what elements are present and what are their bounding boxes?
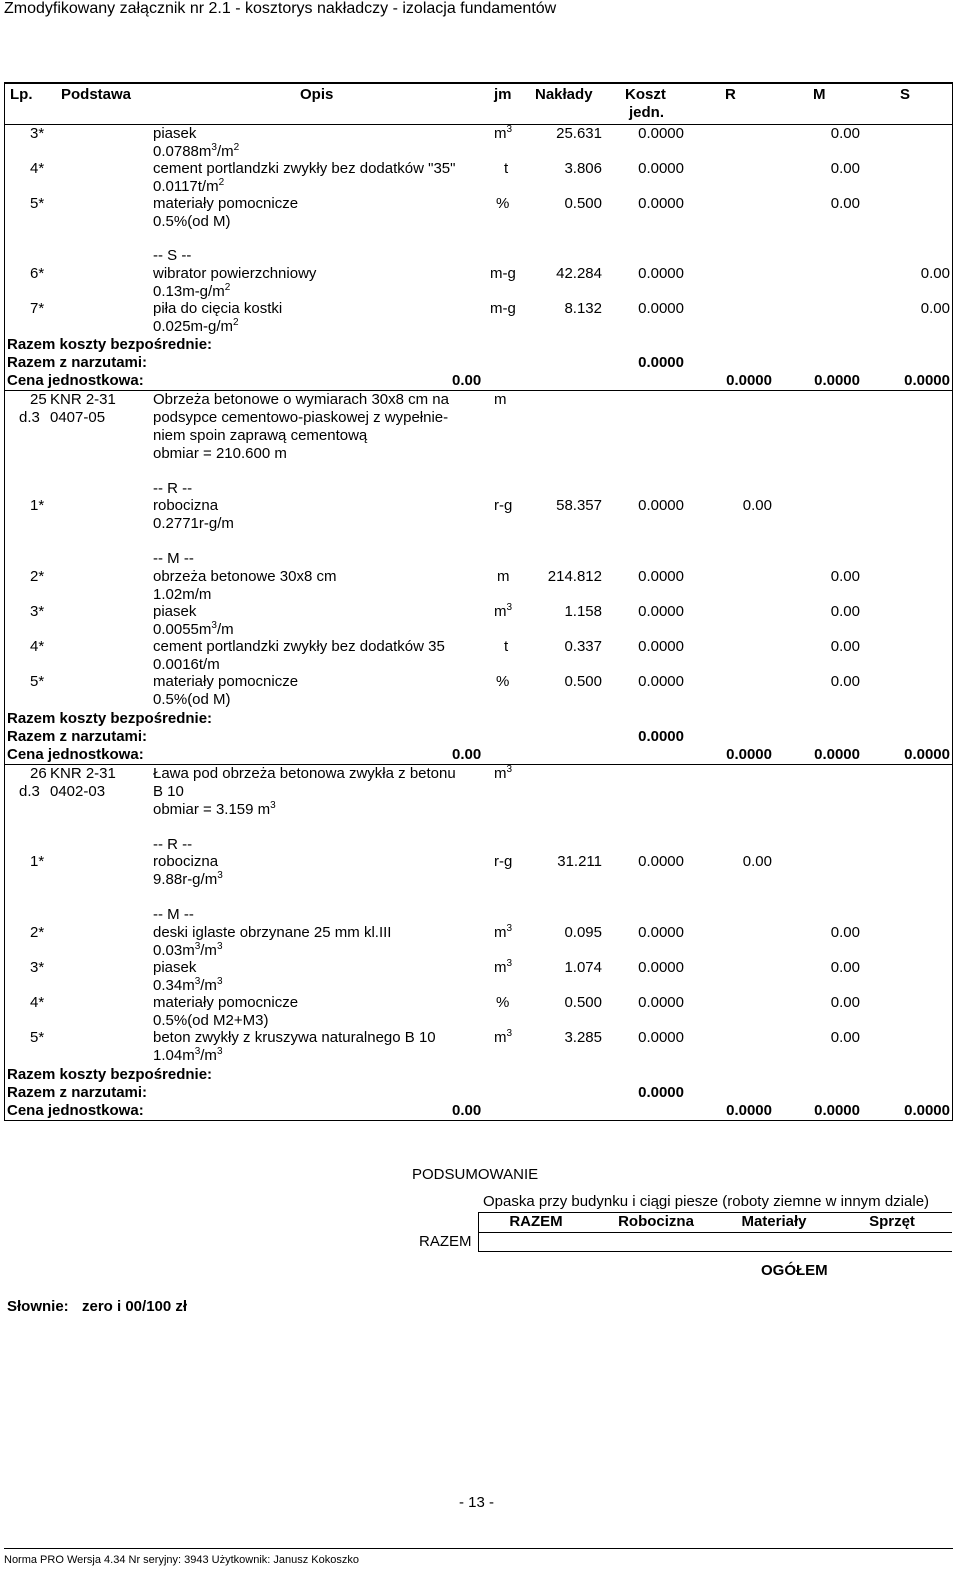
row-jm: % [496, 195, 510, 212]
summary-col-materialy: Materiały [741, 1213, 807, 1230]
row-value: 0.00 [920, 265, 950, 282]
row-naklady: 58.357 [556, 497, 602, 514]
row-jm: % [496, 994, 510, 1011]
summary-line [478, 1212, 479, 1251]
row-norm: 1.02m/m [153, 586, 212, 603]
row-naklady: 0.095 [564, 924, 602, 941]
razem-narzuty-value: 0.0000 [638, 354, 684, 371]
row-name: piła do cięcia kostki [153, 300, 283, 317]
row-name: cement portlandzki zwykły bez dodatków "35" [153, 160, 456, 177]
row-koszt: 0.0000 [638, 994, 684, 1011]
item-basis: KNR 2-31 [50, 765, 116, 782]
row-naklady: 25.631 [556, 125, 602, 142]
cena-s: 0.0000 [904, 1102, 950, 1119]
header-podstawa: Podstawa [61, 86, 132, 103]
row-name: piasek [153, 959, 197, 976]
item-desc: B 10 [153, 783, 184, 800]
section-r-label: -- R -- [153, 836, 193, 853]
item-basis: KNR 2-31 [50, 391, 116, 408]
row-name: robocizna [153, 853, 219, 870]
slownie-value: zero i 00/100 zł [82, 1298, 188, 1315]
row-value: 0.00 [830, 673, 860, 690]
razem-bezposrednie-label: Razem koszty bezpośrednie: [7, 336, 213, 353]
row-jm: $m^3$ [494, 1028, 513, 1046]
row-koszt: 0.0000 [638, 497, 684, 514]
row-koszt: 0.0000 [638, 160, 684, 177]
row-jm: $m^3$ [494, 124, 513, 142]
row-jm: r-g [494, 497, 513, 514]
row-koszt: 0.0000 [638, 568, 684, 585]
row-jm: t [504, 638, 509, 655]
row-koszt: 0.0000 [638, 673, 684, 690]
row-norm: $0.0788m^3/m^2$ [153, 142, 240, 160]
row-value: 0.00 [830, 195, 860, 212]
slownie-label: Słownie: [7, 1298, 69, 1315]
row-naklady: 3.285 [564, 1029, 602, 1046]
row-value: 0.00 [742, 497, 772, 514]
row-jm: m-g [490, 265, 516, 282]
item-prefix: d.3 [19, 409, 40, 426]
header-koszt-jedn: jedn. [629, 104, 665, 121]
header-m: M [813, 86, 826, 103]
row-jm: r-g [494, 853, 513, 870]
row-naklady: 0.337 [564, 638, 602, 655]
row-koszt: 0.0000 [638, 638, 684, 655]
row-koszt: 0.0000 [638, 853, 684, 870]
row-value: 0.00 [830, 160, 860, 177]
cena-m: 0.0000 [814, 372, 860, 389]
cena-jednostkowa-label: Cena jednostkowa: [7, 746, 144, 763]
table-bottom-border [4, 1120, 953, 1121]
row-norm: $1.04m^3/m^3$ [153, 1046, 223, 1064]
separator [4, 390, 953, 391]
row-lp: 2* [30, 568, 45, 585]
cena-m: 0.0000 [814, 746, 860, 763]
row-norm: 0.5%(od M) [153, 213, 231, 230]
section-r-label: -- R -- [153, 480, 193, 497]
razem-narzuty-value: 0.0000 [638, 728, 684, 745]
section-m-label: -- M -- [153, 550, 194, 567]
cena-s: 0.0000 [904, 746, 950, 763]
item-basis-code: 0407-05 [50, 409, 106, 426]
row-jm: t [504, 160, 509, 177]
row-norm: 0.2771r-g/m [153, 515, 234, 532]
row-value: 0.00 [830, 924, 860, 941]
row-naklady: 0.500 [564, 195, 602, 212]
razem-narzuty-label: Razem z narzutami: [7, 354, 148, 371]
row-name: piasek [153, 125, 197, 142]
summary-col-razem: RAZEM [509, 1213, 563, 1230]
row-jm: $m^3$ [494, 602, 513, 620]
row-jm: $m^3$ [494, 923, 513, 941]
item-desc: podsypce cementowo-piaskowej z wypełnie- [153, 409, 449, 426]
cena-value: 0.00 [452, 372, 482, 389]
razem-bezposrednie-label: Razem koszty bezpośrednie: [7, 710, 213, 727]
item-obmiar: obmiar = 3.159 $m^3$ [153, 800, 276, 818]
row-norm: $0.13m-g/m^2$ [153, 282, 231, 300]
row-jm: $m^3$ [494, 958, 513, 976]
row-jm: m [497, 568, 510, 585]
row-lp: 3* [30, 603, 45, 620]
row-name: materiały pomocnicze [153, 673, 299, 690]
row-value: 0.00 [830, 125, 860, 142]
row-value: 0.00 [830, 994, 860, 1011]
row-name: deski iglaste obrzynane 25 mm kl.III [153, 924, 392, 941]
row-naklady: 0.500 [564, 673, 602, 690]
summary-line [478, 1232, 952, 1233]
row-norm: $0.03m^3/m^3$ [153, 941, 223, 959]
row-norm: 0.5%(od M2+M3) [153, 1012, 269, 1029]
row-value: 0.00 [920, 300, 950, 317]
row-jm: % [496, 673, 510, 690]
header-r: R [725, 86, 736, 103]
item-number: 25 [30, 391, 47, 408]
footer-line [4, 1548, 953, 1549]
document-title: Zmodyfikowany załącznik nr 2.1 - kosztorys nakładczy - izolacja fundamentów [4, 0, 557, 17]
row-value: 0.00 [830, 959, 860, 976]
summary-col-robocizna: Robocizna [618, 1213, 694, 1230]
row-name: wibrator powierzchniowy [153, 265, 317, 282]
razem-narzuty-label: Razem z narzutami: [7, 1084, 148, 1101]
summary-title: PODSUMOWANIE [412, 1166, 539, 1183]
row-lp: 5* [30, 673, 45, 690]
row-norm: $0.0117t/m^2$ [153, 177, 225, 195]
table-left-border [4, 82, 5, 1120]
summary-section-name: Opaska przy budynku i ciągi piesze (roboty ziemne w innym dziale) [483, 1193, 930, 1210]
razem-bezposrednie-label: Razem koszty bezpośrednie: [7, 1066, 213, 1083]
row-naklady: 0.500 [564, 994, 602, 1011]
item-jm: $m^3$ [494, 764, 513, 782]
row-value: 0.00 [830, 638, 860, 655]
row-koszt: 0.0000 [638, 125, 684, 142]
cena-value: 0.00 [452, 1102, 482, 1119]
row-naklady: 1.158 [564, 603, 602, 620]
row-lp: 3* [30, 125, 45, 142]
razem-narzuty-value: 0.0000 [638, 1084, 684, 1101]
summary-row-label: RAZEM [419, 1233, 472, 1250]
row-lp: 3* [30, 959, 45, 976]
row-name: obrzeża betonowe 30x8 cm [153, 568, 337, 585]
row-lp: 5* [30, 195, 45, 212]
item-desc: niem spoin zaprawą cementową [153, 427, 368, 444]
cena-s: 0.0000 [904, 372, 950, 389]
cena-r: 0.0000 [726, 746, 772, 763]
header-lp: Lp. [10, 86, 33, 103]
row-value: 0.00 [830, 1029, 860, 1046]
row-norm: $0.0055m^3/m$ [153, 620, 234, 638]
row-name: cement portlandzki zwykły bez dodatków 35 [153, 638, 445, 655]
header-naklady: Nakłady [535, 86, 593, 103]
header-jm: jm [494, 86, 512, 103]
row-lp: 1* [30, 497, 45, 514]
row-naklady: 1.074 [564, 959, 602, 976]
row-koszt: 0.0000 [638, 265, 684, 282]
row-norm: 0.0016t/m [153, 656, 220, 673]
table-top-border-2 [4, 83, 953, 84]
row-koszt: 0.0000 [638, 959, 684, 976]
row-koszt: 0.0000 [638, 924, 684, 941]
item-jm: m [494, 391, 507, 408]
row-koszt: 0.0000 [638, 195, 684, 212]
header-s: S [900, 86, 911, 103]
cena-r: 0.0000 [726, 372, 772, 389]
row-lp: 4* [30, 994, 45, 1011]
row-lp: 5* [30, 1029, 45, 1046]
page-number: - 13 - [459, 1494, 495, 1511]
row-norm: $0.025m-g/m^2$ [153, 317, 239, 335]
row-lp: 4* [30, 638, 45, 655]
row-koszt: 0.0000 [638, 300, 684, 317]
cena-r: 0.0000 [726, 1102, 772, 1119]
row-norm: $0.34m^3/m^3$ [153, 976, 223, 994]
table-right-border [952, 82, 953, 1120]
item-desc: Ława pod obrzeża betonowa zwykła z betonu [153, 765, 456, 782]
cena-jednostkowa-label: Cena jednostkowa: [7, 1102, 144, 1119]
row-lp: 7* [30, 300, 45, 317]
section-m-label: -- M -- [153, 906, 194, 923]
row-naklady: 3.806 [564, 160, 602, 177]
row-lp: 4* [30, 160, 45, 177]
row-value: 0.00 [830, 603, 860, 620]
row-naklady: 8.132 [564, 300, 602, 317]
item-basis-code: 0402-03 [50, 783, 106, 800]
item-desc: Obrzeża betonowe o wymiarach 30x8 cm na [153, 391, 449, 408]
row-jm: m-g [490, 300, 516, 317]
row-naklady: 31.211 [557, 853, 602, 870]
section-s-label: -- S -- [153, 247, 192, 264]
summary-ogolem: OGÓŁEM [761, 1262, 828, 1279]
separator [4, 764, 953, 765]
summary-line [478, 1251, 952, 1252]
item-number: 26 [30, 765, 47, 782]
summary-col-sprzet: Sprzęt [869, 1213, 915, 1230]
cena-jednostkowa-label: Cena jednostkowa: [7, 372, 144, 389]
item-prefix: d.3 [19, 783, 40, 800]
row-lp: 6* [30, 265, 45, 282]
header-opis: Opis [300, 86, 334, 103]
row-name: beton zwykły z kruszywa naturalnego B 10 [153, 1029, 436, 1046]
row-naklady: 42.284 [556, 265, 602, 282]
row-name: materiały pomocnicze [153, 195, 299, 212]
cena-value: 0.00 [452, 746, 482, 763]
row-norm: 0.5%(od M) [153, 691, 231, 708]
row-norm: $9.88r-g/m^3$ [153, 870, 223, 888]
item-obmiar: obmiar = 210.600 m [153, 445, 287, 462]
row-name: materiały pomocnicze [153, 994, 299, 1011]
row-value: 0.00 [830, 568, 860, 585]
cena-m: 0.0000 [814, 1102, 860, 1119]
row-lp: 1* [30, 853, 45, 870]
header-koszt: Koszt [625, 86, 666, 103]
razem-narzuty-label: Razem z narzutami: [7, 728, 148, 745]
row-name: robocizna [153, 497, 219, 514]
row-naklady: 214.812 [547, 568, 602, 585]
row-koszt: 0.0000 [638, 1029, 684, 1046]
row-koszt: 0.0000 [638, 603, 684, 620]
row-name: piasek [153, 603, 197, 620]
row-value: 0.00 [742, 853, 772, 870]
footer-text: Norma PRO Wersja 4.34 Nr seryjny: 3943 Użytkownik: Janusz Kokoszko [4, 1554, 359, 1566]
row-lp: 2* [30, 924, 45, 941]
